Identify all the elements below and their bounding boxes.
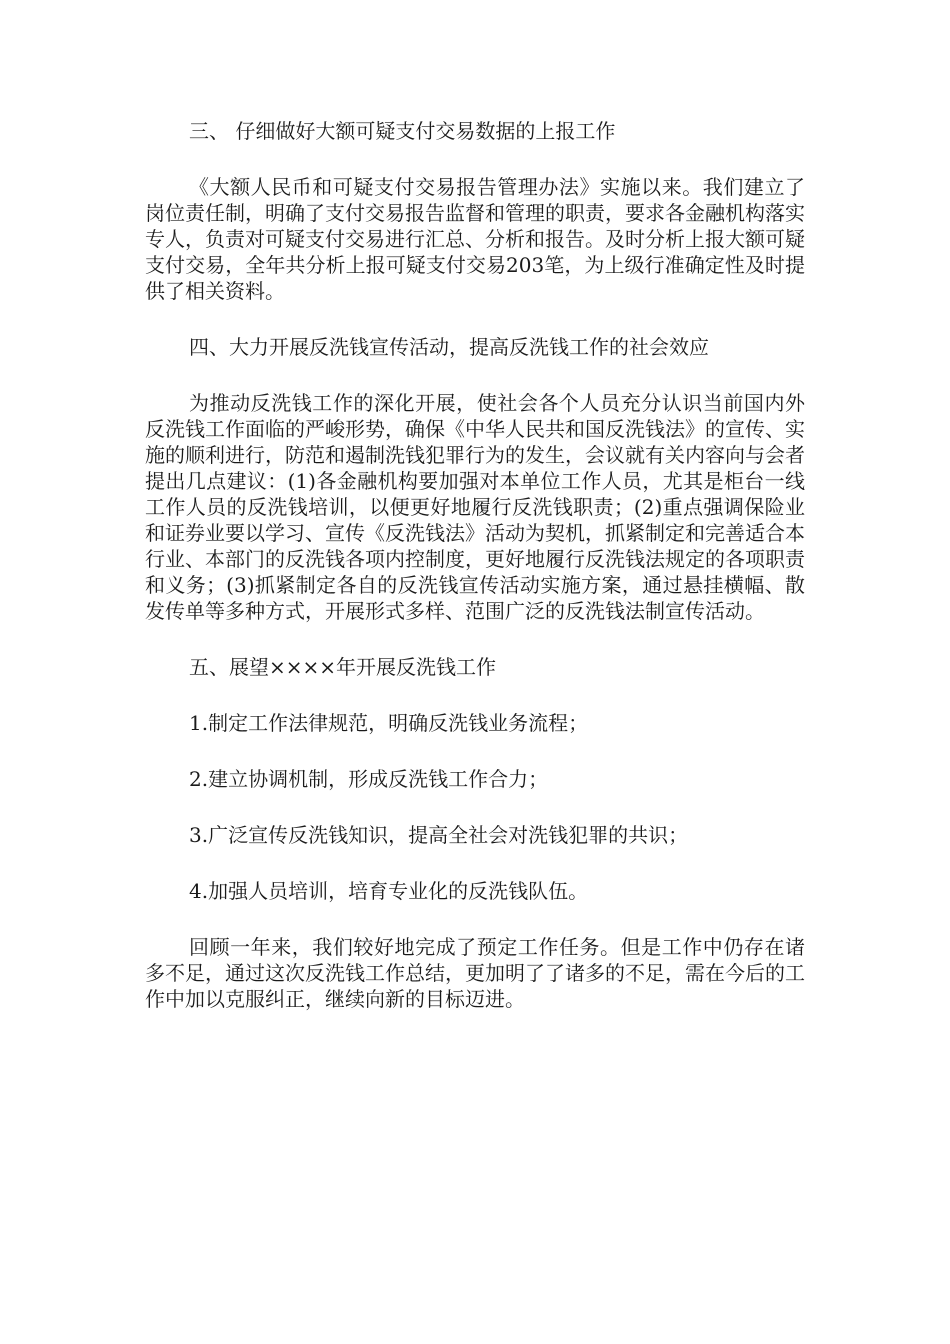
section-4-paragraph: 为推动反洗钱工作的深化开展，使社会各个人员充分认识当前国内外反洗钱工作面临的严峻形势，确保《中华人民共和国反洗钱法》的宣传、实施的顺利进行，防范和遏制洗钱犯罪行为的发生，会议就有关内容向与会者提出几点建议：(1)各金融机构要加强对本单位工作人员，尤其是柜台一线工作人员的反洗钱培训，以便更好地履行反洗钱职责；(2)重点强调保险业和证券业要以学习、宣传《反洗钱法》活动为契机，抓紧制定和完善适合本行业、本部门的反洗钱各项内控制度，更好地履行反洗钱法规定的各项职责和义务；(3)抓紧制定各自的反洗钱宣传活动实施方案，通过悬挂横幅、散发传单等多种方式，开展形式多样、范围广泛的反洗钱法制宣传活动。 xyxy=(145,391,805,623)
section-5-item-4: 4.加强人员培训，培育专业化的反洗钱队伍。 xyxy=(189,879,589,903)
section-5-item-1: 1.制定工作法律规范，明确反洗钱业务流程； xyxy=(189,711,589,735)
document-page xyxy=(145,118,805,1012)
section-3-heading: 三、 仔细做好大额可疑支付交易数据的上报工作 xyxy=(189,119,616,143)
conclusion-paragraph: 回顾一年来，我们较好地完成了预定工作任务。但是工作中仍存在诸多不足，通过这次反洗钱工作总结，更加明了了诸多的不足，需在今后的工作中加以克服纠正，继续向新的目标迈进。 xyxy=(145,935,805,1011)
section-3-paragraph: 《大额人民币和可疑支付交易报告管理办法》实施以来。我们建立了岗位责任制，明确了支付交易报告监督和管理的职责，要求各金融机构落实专人，负责对可疑支付交易进行汇总、分析和报告。及时分析上报大额可疑支付交易，全年共分析上报可疑支付交易203笔，为上级行准确定性及时提供了相关资料。 xyxy=(145,175,805,303)
section-5-item-3: 3.广泛宣传反洗钱知识，提高全社会对洗钱犯罪的共识； xyxy=(189,823,689,847)
section-5-item-2: 2.建立协调机制，形成反洗钱工作合力； xyxy=(189,767,549,791)
section-5-heading: 五、展望××××年开展反洗钱工作 xyxy=(189,655,497,679)
section-4-heading: 四、大力开展反洗钱宣传活动，提高反洗钱工作的社会效应 xyxy=(189,335,709,359)
